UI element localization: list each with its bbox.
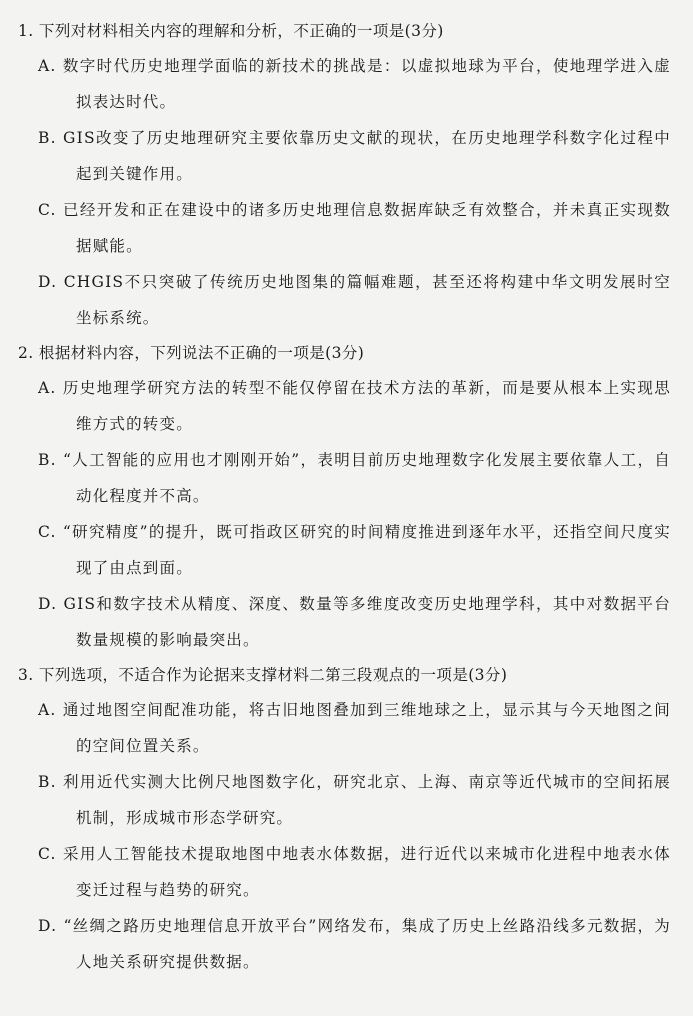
question-stem: 1. 下列对材料相关内容的理解和分析，不正确的一项是(3分): [18, 22, 444, 40]
option-b: B. “人工智能的应用也才刚刚开始”，表明目前历史地理数字化发展主要依靠人工，自动化程度并不高。: [38, 451, 671, 505]
question-2: [18, 336, 671, 658]
option-b: B. 利用近代实测大比例尺地图数字化，研究北京、上海、南京等近代城市的空间拓展机制，形成城市形态学研究。: [38, 773, 671, 827]
option-c: C. 采用人工智能技术提取地图中地表水体数据，进行近代以来城市化进程中地表水体变迁过程与趋势的研究。: [38, 845, 671, 899]
question-stem: 2. 根据材料内容，下列说法不正确的一项是(3分): [18, 344, 365, 362]
option-d: D. GIS和数字技术从精度、深度、数量等多维度改变历史地理学科，其中对数据平台数量规模的影响最突出。: [38, 595, 671, 649]
option-b: B. GIS改变了历史地理研究主要依靠历史文献的现状，在历史地理学科数字化过程中起到关键作用。: [38, 129, 671, 183]
option-a: A. 数字时代历史地理学面临的新技术的挑战是：以虚拟地球为平台，使地理学进入虚拟表达时代。: [38, 57, 671, 111]
question-stem: 3. 下列选项，不适合作为论据来支撑材料二第三段观点的一项是(3分): [18, 666, 508, 684]
question-3: [18, 658, 671, 980]
option-d: D. CHGIS不只突破了传统历史地图集的篇幅难题，甚至还将构建中华文明发展时空坐标系统。: [38, 273, 671, 327]
option-a: A. 历史地理学研究方法的转型不能仅停留在技术方法的革新，而是要从根本上实现思维方式的转变。: [38, 379, 671, 433]
option-d: D. “丝绸之路历史地理信息开放平台”网络发布，集成了历史上丝路沿线多元数据，为人地关系研究提供数据。: [38, 917, 671, 971]
option-a: A. 通过地图空间配准功能，将古旧地图叠加到三维地球之上，显示其与今天地图之间的空间位置关系。: [38, 701, 671, 755]
question-1: [18, 14, 671, 336]
option-c: C. “研究精度”的提升，既可指政区研究的时间精度推进到逐年水平，还指空间尺度实现了由点到面。: [38, 523, 671, 577]
option-c: C. 已经开发和正在建设中的诸多历史地理信息数据库缺乏有效整合，并未真正实现数据赋能。: [38, 201, 671, 255]
